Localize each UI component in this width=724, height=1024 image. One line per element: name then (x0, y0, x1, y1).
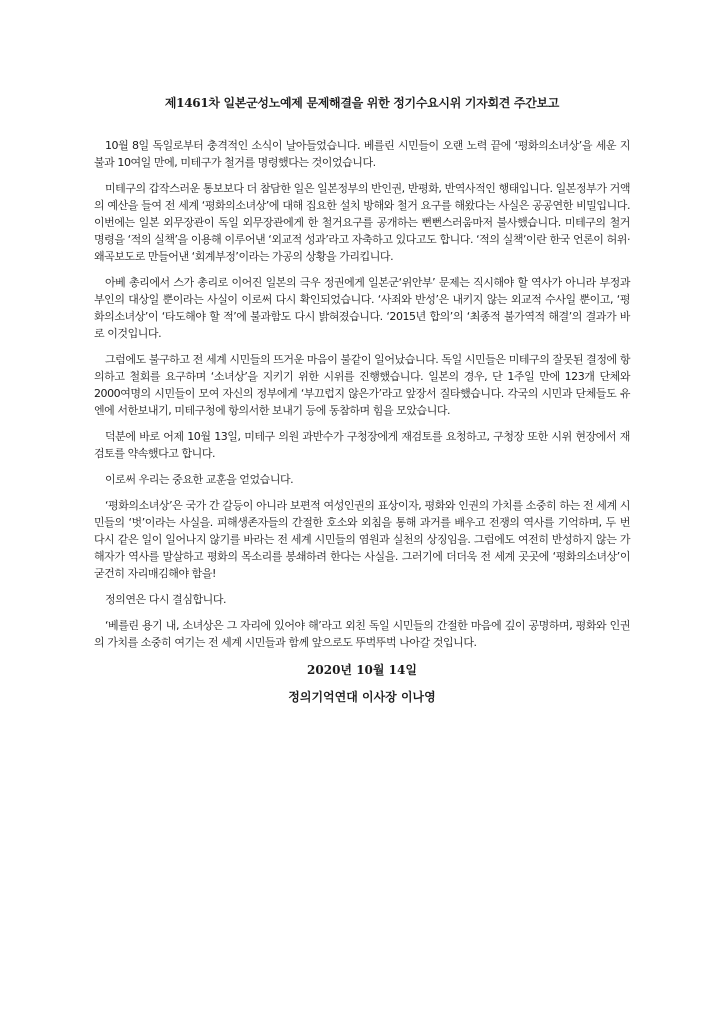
paragraph: ‘평화의소녀상’은 국가 간 갈등이 아니라 보편적 여성인권의 표상이자, 평화와 인권의 가치를 소중히 하는 전 세계 시민들의 ‘벗’이라는 사실을. 피해생존자들의 간절한 호소와 외침을 통해 과거를 배우고 전쟁의 역사를 기억하며, 두 번 다시 같은 일이 일어나지 않기를 바라는 전 세계 시민들의 염원과 실천의 상징임을. 그럼에도 여전히 반성하지 않는 가해자가 역사를 말살하고 평화의 목소리를 봉쇄하려 한다는 사실을. 그러기에 더더욱 전 세계 곳곳에 ‘평화의소녀상’이 굳건히 자리매김해야 함을! (94, 499, 630, 580)
document-title: 제1461차 일본군성노예제 문제해결을 위한 정기수요시위 기자회견 주간보고 (164, 96, 560, 110)
paragraph: 10월 8일 독일로부터 충격적인 소식이 날아들었습니다. 베를린 시민들이 오랜 노력 끝에 ‘평화의소녀상’을 세운 지 불과 10여일 만에, 미테구가 철거를 명령했다는 것이었습니다. (94, 139, 630, 169)
paragraph: 정의연은 다시 결심합니다. (105, 593, 227, 606)
paragraph: 이로써 우리는 중요한 교훈을 얻었습니다. (105, 473, 294, 486)
paragraph: ‘베를린 용기 내, 소녀상은 그 자리에 있어야 해’라고 외친 독일 시민들의 간절한 마음에 깊이 공명하며, 평화와 인권의 가치를 소중히 여기는 전 세계 시민들과 함께 앞으로도 뚜벅뚜벅 나아갈 것입니다. (94, 619, 630, 649)
paragraph: 그럼에도 불구하고 전 세계 시민들의 뜨거운 마음이 불같이 일어났습니다. 독일 시민들은 미테구의 잘못된 결정에 항의하고 철회를 요구하며 ‘소녀상’을 지키기 위한 시위를 진행했습니다. 일본의 경우, 단 1주일 만에 123개 단체와 2000여명의 시민들이 모여 자신의 정부에게 ‘부끄럽지 않은가’라고 앞장서 질타했습니다. 각국의 시민과 단체들도 유엔에 서한보내기, 미테구청에 항의서한 보내기 등에 동참하며 힘을 모았습니다. (94, 353, 630, 417)
document-date: 2020년 10월 14일 (307, 663, 417, 677)
paragraph: 아베 총리에서 스가 총리로 이어진 일본의 극우 정권에게 일본군‘위안부’ 문제는 직시해야 할 역사가 아니라 부정과 부인의 대상일 뿐이라는 사실이 이로써 다시 확인되었습니다. ‘사죄와 반성’은 내키지 않는 외교적 수사일 뿐이고, ‘평화의소녀상’이 ‘타도해야 할 적’에 불과함도 다시 밝혀졌습니다. ‘2015년 합의’의 ‘최종적 불가역적 해결’의 결과가 바로 이것입니다. (94, 276, 630, 340)
document-body (94, 137, 630, 651)
paragraph: 미테구의 갑작스러운 통보보다 더 참담한 일은 일본정부의 반인권, 반평화, 반역사적인 행태입니다. 일본정부가 거액의 예산을 들여 전 세계 ‘평화의소녀상’에 대해 집요한 설치 방해와 철거 요구를 해왔다는 사실은 공공연한 비밀입니다. 이번에는 일본 외무장관이 독일 외무장관에게 한 철거요구를 공개하는 뻔뻔스러움마저 불사했습니다. 미테구의 철거 명령을 ‘적의 실책’을 이용해 이루어낸 ‘외교적 성과’라고 자축하고 있다고도 합니다. ‘적의 실책’이란 한국 언론이 허위·왜곡보도로 만들어낸 ‘회계부정’이라는 가공의 상황을 가리킵니다. (94, 182, 630, 263)
paragraph: 덕분에 바로 어제 10월 13일, 미테구 의원 과반수가 구청장에게 재검토를 요청하고, 구청장 또한 시위 현장에서 재검토를 약속했다고 합니다. (94, 430, 630, 460)
document-signature: 정의기억연대 이사장 이나영 (288, 690, 436, 704)
